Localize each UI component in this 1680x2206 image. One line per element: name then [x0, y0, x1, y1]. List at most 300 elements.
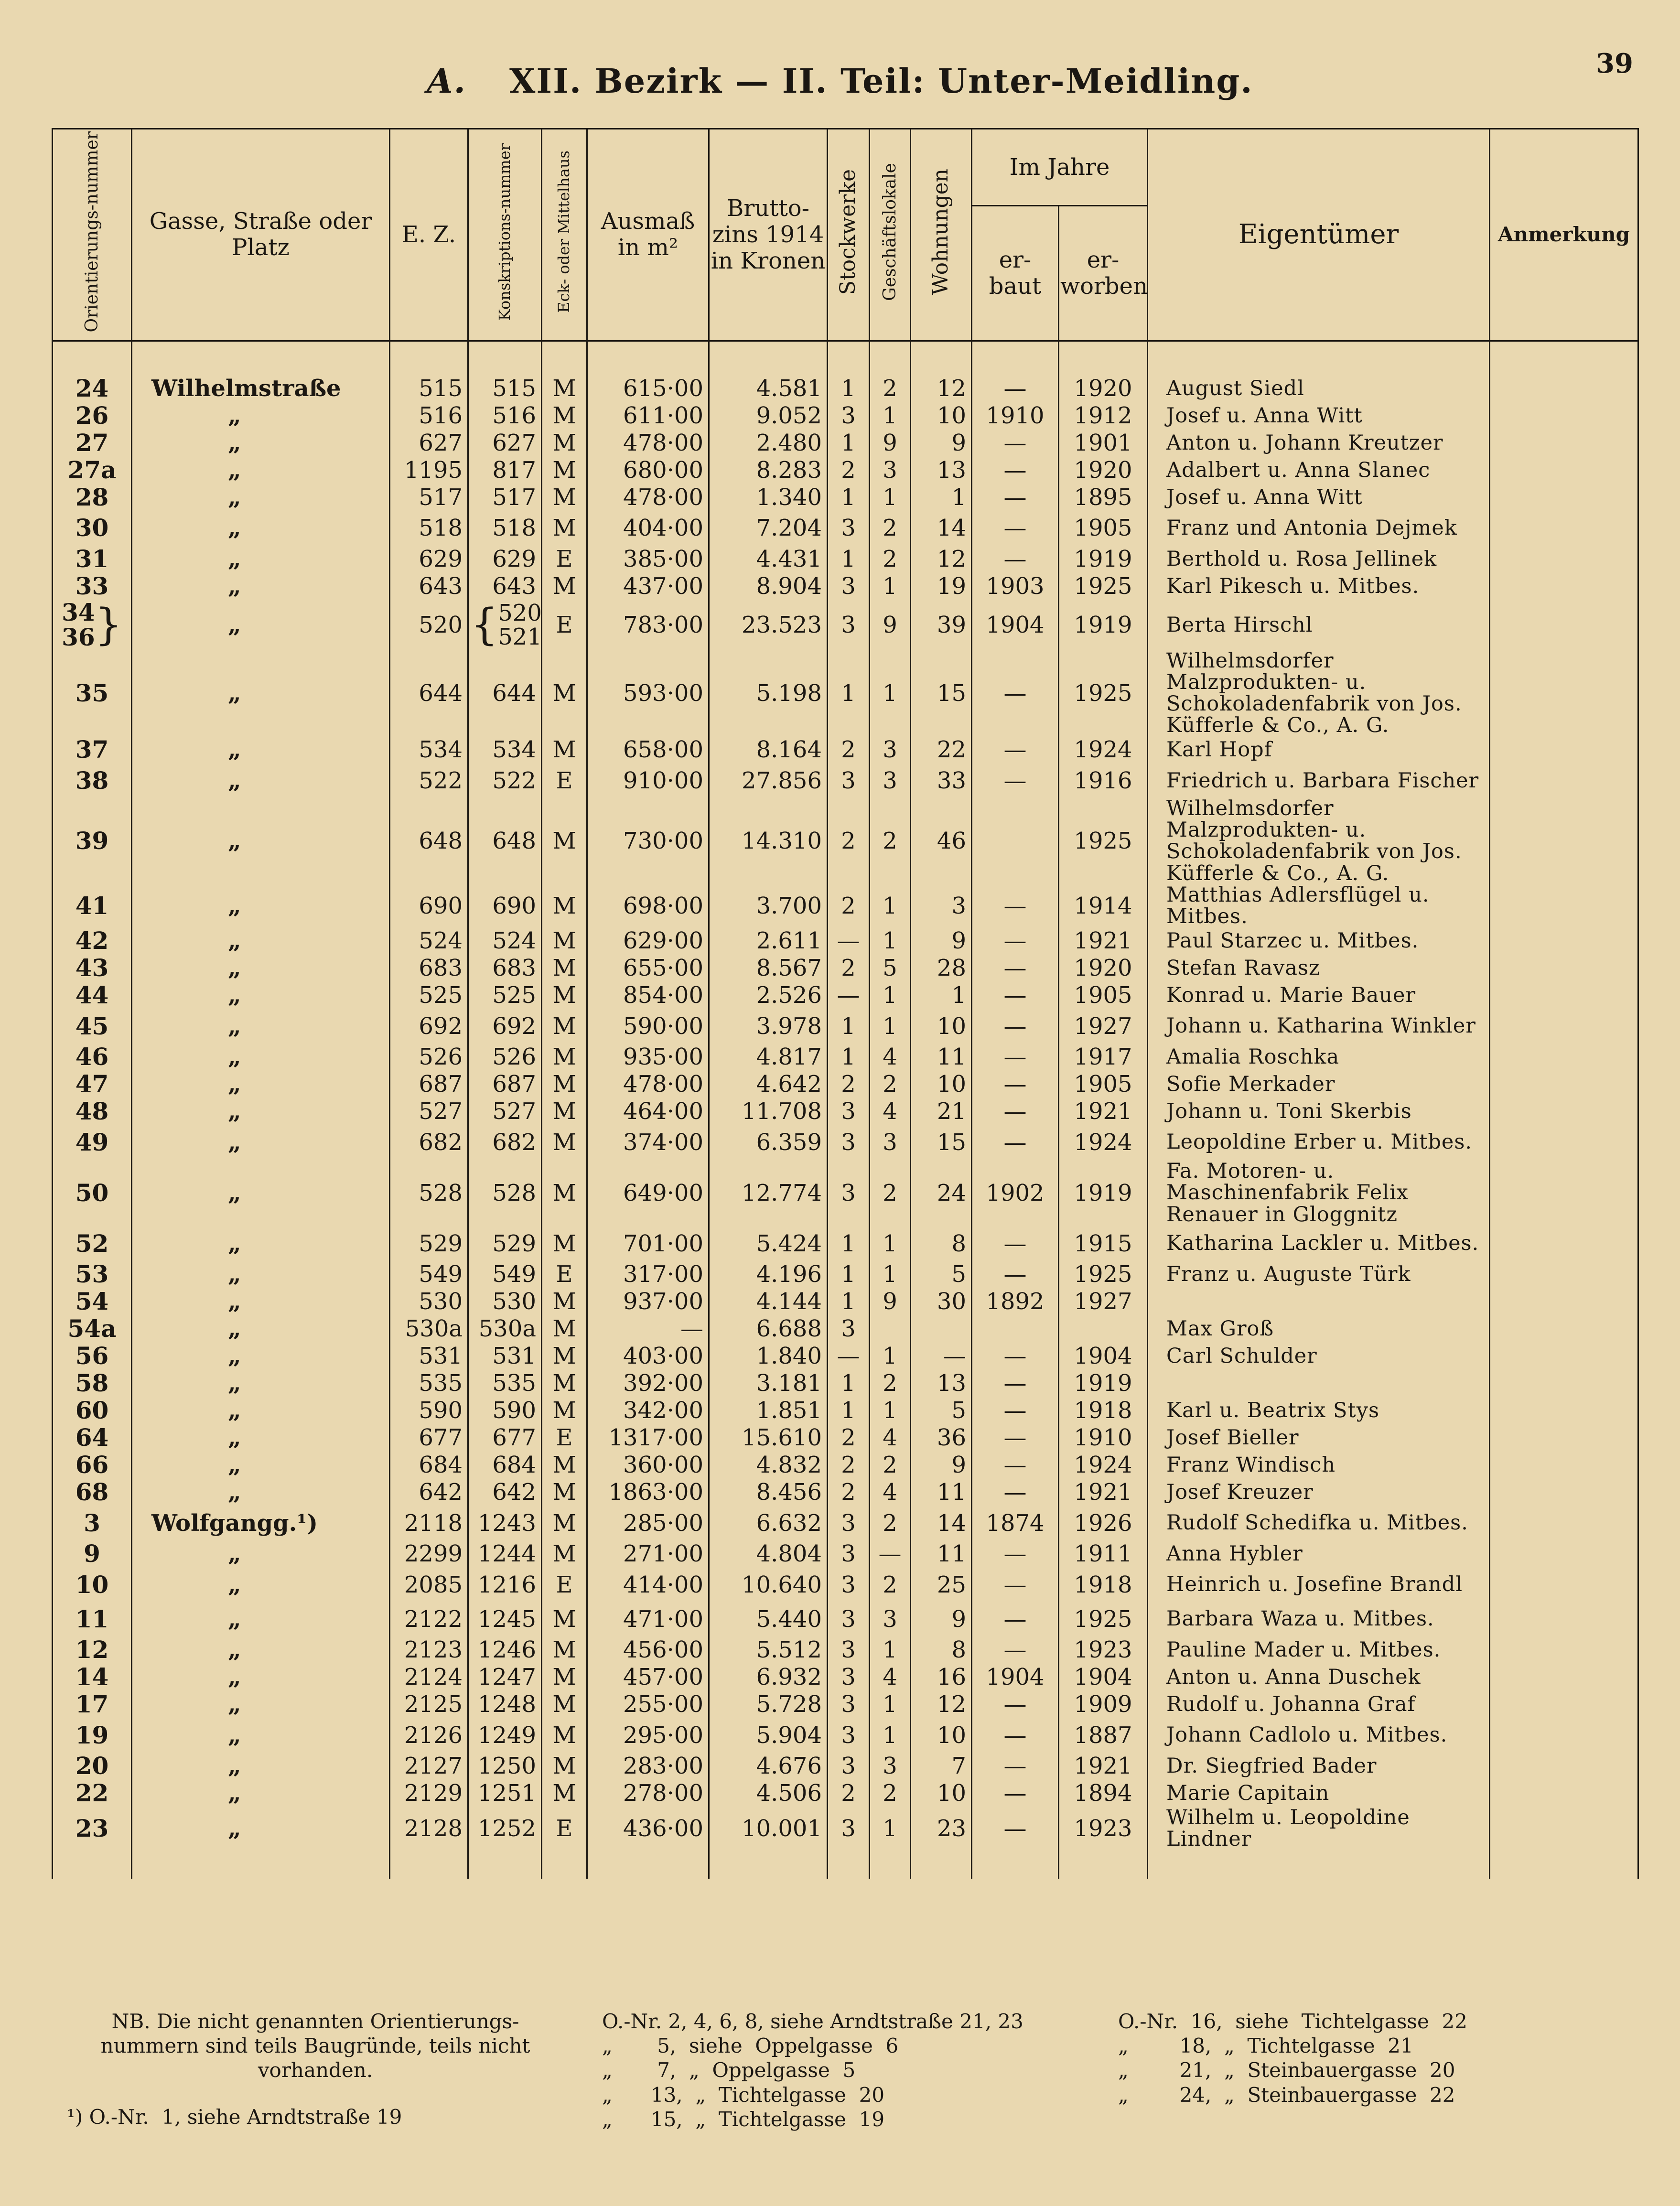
- eck-mittel: M: [542, 798, 587, 884]
- ez-number: 531: [390, 1343, 468, 1370]
- year-acquired: 1911: [1059, 1540, 1148, 1568]
- year-acquired: 1916: [1059, 764, 1148, 798]
- area-m2: 414·00: [587, 1568, 709, 1602]
- wohnungen: 3: [911, 884, 972, 927]
- bruttozins: 6.632: [709, 1506, 828, 1540]
- stockwerke: —: [828, 982, 870, 1009]
- orientation-number: 19: [53, 1718, 132, 1753]
- wohnungen: 21: [911, 1098, 972, 1125]
- wohnungen: 28: [911, 955, 972, 982]
- bruttozins: 27.856: [709, 764, 828, 798]
- street-name: „: [132, 1718, 390, 1753]
- konskription-number: 644: [468, 650, 542, 737]
- eck-mittel: M: [542, 1370, 587, 1397]
- table-row: [53, 1568, 1638, 1602]
- street-name: „: [132, 1370, 390, 1397]
- konskription-number: 518: [468, 511, 542, 546]
- year-acquired: 1924: [1059, 1452, 1148, 1479]
- owner: Rudolf Schedifka u. Mitbes.: [1148, 1506, 1490, 1540]
- remark: [1490, 1044, 1638, 1071]
- stockwerke: 2: [828, 1071, 870, 1098]
- orientation-number: 20: [53, 1753, 132, 1780]
- header-konskriptionsnummer: Konskriptions-nummer: [468, 129, 542, 341]
- eck-mittel: M: [542, 736, 587, 764]
- orientation-number: 42: [53, 927, 132, 955]
- stockwerke: 3: [828, 1506, 870, 1540]
- wohnungen: 46: [911, 798, 972, 884]
- remark: [1490, 511, 1638, 546]
- orientation-number: 56: [53, 1343, 132, 1370]
- area-m2: 283·00: [587, 1753, 709, 1780]
- eck-mittel: M: [542, 1343, 587, 1370]
- stockwerke: 1: [828, 484, 870, 511]
- eck-mittel: M: [542, 1691, 587, 1718]
- table-row: [53, 982, 1638, 1009]
- tail-cell: [390, 1850, 468, 1879]
- ez-number: 677: [390, 1424, 468, 1452]
- spacer-cell: [587, 341, 709, 375]
- bruttozins: 5.512: [709, 1636, 828, 1664]
- stockwerke: 3: [828, 1315, 870, 1343]
- geschaeftslokale: 1: [870, 573, 911, 600]
- owner: Dr. Siegfried Bader: [1148, 1753, 1490, 1780]
- owner: Max Groß: [1148, 1315, 1490, 1343]
- orientation-number: 10: [53, 1568, 132, 1602]
- area-m2: 730·00: [587, 798, 709, 884]
- year-acquired: 1927: [1059, 1009, 1148, 1044]
- wohnungen: 24: [911, 1160, 972, 1227]
- area-m2: 271·00: [587, 1540, 709, 1568]
- area-m2: 295·00: [587, 1718, 709, 1753]
- bruttozins: 1.340: [709, 484, 828, 511]
- wohnungen: 23: [911, 1807, 972, 1850]
- year-acquired: 1920: [1059, 375, 1148, 402]
- area-m2: 937·00: [587, 1288, 709, 1315]
- ez-number: 643: [390, 573, 468, 600]
- year-built: —: [972, 1071, 1059, 1098]
- ez-number: 684: [390, 1452, 468, 1479]
- remark: [1490, 600, 1638, 650]
- bruttozins: 4.431: [709, 546, 828, 573]
- stockwerke: 2: [828, 798, 870, 884]
- konskription-number: 528: [468, 1160, 542, 1227]
- spacer-cell: [828, 341, 870, 375]
- geschaeftslokale: 2: [870, 1071, 911, 1098]
- owner: Carl Schulder: [1148, 1343, 1490, 1370]
- stockwerke: 3: [828, 1160, 870, 1227]
- remark: [1490, 982, 1638, 1009]
- street-name: „: [132, 1343, 390, 1370]
- table-row: [53, 1227, 1638, 1261]
- stockwerke: 3: [828, 1540, 870, 1568]
- ez-number: 644: [390, 650, 468, 737]
- remark: [1490, 1753, 1638, 1780]
- year-built: —: [972, 1098, 1059, 1125]
- year-built: —: [972, 1753, 1059, 1780]
- bruttozins: 4.817: [709, 1044, 828, 1071]
- street-name: „: [132, 1664, 390, 1691]
- year-acquired: 1909: [1059, 1691, 1148, 1718]
- year-acquired: 1887: [1059, 1718, 1148, 1753]
- table-row: [53, 1125, 1638, 1160]
- owner: [1148, 1288, 1490, 1315]
- stockwerke: 1: [828, 375, 870, 402]
- stockwerke: 3: [828, 600, 870, 650]
- year-acquired: 1904: [1059, 1343, 1148, 1370]
- spacer-cell: [1148, 341, 1490, 375]
- year-acquired: 1914: [1059, 884, 1148, 927]
- konskription-number: 648: [468, 798, 542, 884]
- remark: [1490, 1009, 1638, 1044]
- konskription-number: 516: [468, 402, 542, 430]
- table-row: [53, 1397, 1638, 1424]
- year-built: 1904: [972, 600, 1059, 650]
- year-acquired: 1921: [1059, 1479, 1148, 1506]
- geschaeftslokale: 1: [870, 1227, 911, 1261]
- tail-cell: [132, 1850, 390, 1879]
- owner: Sofie Merkader: [1148, 1071, 1490, 1098]
- orientation-number: 22: [53, 1780, 132, 1807]
- konskription-number: 684: [468, 1452, 542, 1479]
- orientation-number: 39: [53, 798, 132, 884]
- year-acquired: 1923: [1059, 1807, 1148, 1850]
- stockwerke: 1: [828, 650, 870, 737]
- area-m2: 278·00: [587, 1780, 709, 1807]
- wohnungen: 8: [911, 1636, 972, 1664]
- year-acquired: 1925: [1059, 1261, 1148, 1288]
- wohnungen: 39: [911, 600, 972, 650]
- orientation-number: 50: [53, 1160, 132, 1227]
- owner: Barbara Waza u. Mitbes.: [1148, 1602, 1490, 1636]
- table-row: [53, 1370, 1638, 1397]
- spacer-cell: [1490, 341, 1638, 375]
- street-name: „: [132, 1227, 390, 1261]
- wohnungen: 5: [911, 1397, 972, 1424]
- year-built: —: [972, 927, 1059, 955]
- eck-mittel: E: [542, 1424, 587, 1452]
- tail-cell: [587, 1850, 709, 1879]
- year-acquired: 1904: [1059, 1664, 1148, 1691]
- remark: [1490, 1071, 1638, 1098]
- year-built: 1902: [972, 1160, 1059, 1227]
- fn1-line: ¹) O.-Nr. 1, siehe Arndtstraße 19: [67, 2105, 402, 2129]
- owner: Wilhelm u. Leopoldine Lindner: [1148, 1807, 1490, 1850]
- ez-number: 1195: [390, 457, 468, 484]
- year-built: —: [972, 1568, 1059, 1602]
- wohnungen: 15: [911, 1125, 972, 1160]
- konskription-number: 683: [468, 955, 542, 982]
- owner: Josef Bieller: [1148, 1424, 1490, 1452]
- konskription-number: 524: [468, 927, 542, 955]
- col2-line: „ 5, siehe Oppelgasse 6: [602, 2034, 899, 2058]
- table-row: [53, 1780, 1638, 1807]
- owner: Franz und Antonia Dejmek: [1148, 511, 1490, 546]
- table-row: [53, 798, 1638, 884]
- geschaeftslokale: 2: [870, 1370, 911, 1397]
- orientation-number: 60: [53, 1397, 132, 1424]
- eck-mittel: M: [542, 884, 587, 927]
- orientation-number: 49: [53, 1125, 132, 1160]
- table-row: [53, 1636, 1638, 1664]
- stockwerke: 3: [828, 1602, 870, 1636]
- eck-mittel: M: [542, 573, 587, 600]
- orientation-number: 31: [53, 546, 132, 573]
- spacer-cell: [709, 341, 828, 375]
- table-row: [53, 573, 1638, 600]
- street-name: „: [132, 457, 390, 484]
- konskription-number: 527: [468, 1098, 542, 1125]
- area-m2: 854·00: [587, 982, 709, 1009]
- wohnungen: 36: [911, 1424, 972, 1452]
- wohnungen: 5: [911, 1261, 972, 1288]
- orientation-number: 45: [53, 1009, 132, 1044]
- geschaeftslokale: 2: [870, 375, 911, 402]
- col2-line: „ 7, „ Oppelgasse 5: [602, 2058, 856, 2082]
- area-m2: 317·00: [587, 1261, 709, 1288]
- eck-mittel: M: [542, 1288, 587, 1315]
- remark: [1490, 1227, 1638, 1261]
- wohnungen: 10: [911, 1780, 972, 1807]
- table-row: [53, 546, 1638, 573]
- bruttozins: 2.611: [709, 927, 828, 955]
- area-m2: 478·00: [587, 1071, 709, 1098]
- owner: Rudolf u. Johanna Graf: [1148, 1691, 1490, 1718]
- year-built: —: [972, 1261, 1059, 1288]
- ez-number: 648: [390, 798, 468, 884]
- bruttozins: 3.978: [709, 1009, 828, 1044]
- table-row: [53, 1691, 1638, 1718]
- ez-number: 2299: [390, 1540, 468, 1568]
- section-letter: A.: [427, 61, 467, 101]
- year-built: —: [972, 1540, 1059, 1568]
- geschaeftslokale: 4: [870, 1664, 911, 1691]
- table-row: [53, 1424, 1638, 1452]
- ez-number: 2128: [390, 1807, 468, 1850]
- ez-number: 528: [390, 1160, 468, 1227]
- bruttozins: 3.700: [709, 884, 828, 927]
- year-acquired: 1920: [1059, 955, 1148, 982]
- konskription-number: 1247: [468, 1664, 542, 1691]
- konskription-number: 1246: [468, 1636, 542, 1664]
- street-name: Wolfgangg.¹): [132, 1506, 390, 1540]
- geschaeftslokale: 3: [870, 457, 911, 484]
- eck-mittel: M: [542, 1602, 587, 1636]
- bruttozins: 5.424: [709, 1227, 828, 1261]
- eck-mittel: M: [542, 1452, 587, 1479]
- remark: [1490, 1098, 1638, 1125]
- street-name: „: [132, 1479, 390, 1506]
- year-built: 1904: [972, 1664, 1059, 1691]
- wohnungen: 14: [911, 511, 972, 546]
- bruttozins: 10.640: [709, 1568, 828, 1602]
- konskription-number: 517: [468, 484, 542, 511]
- year-built: —: [972, 1125, 1059, 1160]
- header-stockwerke: Stockwerke: [828, 129, 870, 341]
- year-acquired: 1917: [1059, 1044, 1148, 1071]
- street-name: „: [132, 955, 390, 982]
- year-built: —: [972, 1452, 1059, 1479]
- bruttozins: 8.904: [709, 573, 828, 600]
- area-m2: 403·00: [587, 1343, 709, 1370]
- orientation-number: 46: [53, 1044, 132, 1071]
- orientation-number: 48: [53, 1098, 132, 1125]
- owner: Berta Hirschl: [1148, 600, 1490, 650]
- street-name: „: [132, 650, 390, 737]
- tail-cell: [709, 1850, 828, 1879]
- geschaeftslokale: 1: [870, 982, 911, 1009]
- remark: [1490, 927, 1638, 955]
- bruttozins: 6.932: [709, 1664, 828, 1691]
- year-built: —: [972, 1343, 1059, 1370]
- eck-mittel: M: [542, 1160, 587, 1227]
- footnote-tichtelgasse: [1118, 2009, 1467, 2107]
- stockwerke: 3: [828, 511, 870, 546]
- owner: Amalia Roschka: [1148, 1044, 1490, 1071]
- tail-cell: [53, 1850, 132, 1879]
- bruttozins: 6.359: [709, 1125, 828, 1160]
- ez-number: 2123: [390, 1636, 468, 1664]
- col2-line: „ 15, „ Tichtelgasse 19: [602, 2107, 885, 2131]
- year-built: [972, 1315, 1059, 1343]
- street-name: „: [132, 1780, 390, 1807]
- owner: Karl u. Beatrix Stys: [1148, 1397, 1490, 1424]
- geschaeftslokale: 1: [870, 1807, 911, 1850]
- remark: [1490, 1424, 1638, 1452]
- bruttozins: 23.523: [709, 600, 828, 650]
- stockwerke: 1: [828, 1397, 870, 1424]
- eck-mittel: M: [542, 1664, 587, 1691]
- street-name: „: [132, 1315, 390, 1343]
- table-row: [53, 600, 1638, 650]
- header-geschaeftslokale: Geschäftslokale: [870, 129, 911, 341]
- owner: Anna Hybler: [1148, 1540, 1490, 1568]
- wohnungen: 30: [911, 1288, 972, 1315]
- wohnungen: 15: [911, 650, 972, 737]
- bruttozins: 4.676: [709, 1753, 828, 1780]
- table-row: [53, 736, 1638, 764]
- area-m2: 655·00: [587, 955, 709, 982]
- stockwerke: —: [828, 927, 870, 955]
- ez-number: 627: [390, 430, 468, 457]
- stockwerke: 1: [828, 1288, 870, 1315]
- eck-mittel: M: [542, 650, 587, 737]
- konskription-number: 534: [468, 736, 542, 764]
- wohnungen: 10: [911, 1718, 972, 1753]
- remark: [1490, 457, 1638, 484]
- area-m2: 910·00: [587, 764, 709, 798]
- wohnungen: 25: [911, 1568, 972, 1602]
- ez-number: 2127: [390, 1753, 468, 1780]
- year-acquired: 1905: [1059, 982, 1148, 1009]
- area-m2: 1863·00: [587, 1479, 709, 1506]
- wohnungen: 9: [911, 430, 972, 457]
- street-name: „: [132, 1071, 390, 1098]
- stockwerke: 3: [828, 1691, 870, 1718]
- street-name: „: [132, 1691, 390, 1718]
- orientation-number: 27: [53, 430, 132, 457]
- bruttozins: 4.581: [709, 375, 828, 402]
- street-name: „: [132, 736, 390, 764]
- year-acquired: 1925: [1059, 1602, 1148, 1636]
- ez-number: 2126: [390, 1718, 468, 1753]
- remark: [1490, 1568, 1638, 1602]
- wohnungen: 12: [911, 546, 972, 573]
- area-m2: 471·00: [587, 1602, 709, 1636]
- eck-mittel: M: [542, 1506, 587, 1540]
- ez-number: 2118: [390, 1506, 468, 1540]
- wohnungen: 12: [911, 1691, 972, 1718]
- geschaeftslokale: 4: [870, 1479, 911, 1506]
- wohnungen: 9: [911, 1602, 972, 1636]
- area-m2: 615·00: [587, 375, 709, 402]
- year-acquired: 1918: [1059, 1568, 1148, 1602]
- geschaeftslokale: 3: [870, 736, 911, 764]
- year-built: —: [972, 1009, 1059, 1044]
- ez-number: 517: [390, 484, 468, 511]
- owner: [1148, 1370, 1490, 1397]
- geschaeftslokale: 1: [870, 1636, 911, 1664]
- eck-mittel: M: [542, 927, 587, 955]
- year-acquired: 1915: [1059, 1227, 1148, 1261]
- table-row: [53, 1718, 1638, 1753]
- owner: Marie Capitain: [1148, 1780, 1490, 1807]
- konskription-number: 530a: [468, 1315, 542, 1343]
- eck-mittel: M: [542, 1009, 587, 1044]
- stockwerke: 3: [828, 573, 870, 600]
- konskription-number: 529: [468, 1227, 542, 1261]
- orientation-number: 68: [53, 1479, 132, 1506]
- remark: [1490, 1691, 1638, 1718]
- table-row: [53, 1261, 1638, 1288]
- owner: Pauline Mader u. Mitbes.: [1148, 1636, 1490, 1664]
- stockwerke: 1: [828, 1370, 870, 1397]
- year-acquired: 1927: [1059, 1288, 1148, 1315]
- geschaeftslokale: 1: [870, 650, 911, 737]
- bruttozins: 15.610: [709, 1424, 828, 1452]
- orientation-number: 66: [53, 1452, 132, 1479]
- year-built: —: [972, 1397, 1059, 1424]
- remark: [1490, 1160, 1638, 1227]
- street-name: „: [132, 600, 390, 650]
- bruttozins: 3.181: [709, 1370, 828, 1397]
- col2-line: „ 13, „ Tichtelgasse 20: [602, 2083, 885, 2107]
- remark: [1490, 650, 1638, 737]
- owner: August Siedl: [1148, 375, 1490, 402]
- ez-number: 525: [390, 982, 468, 1009]
- table-row: [53, 1452, 1638, 1479]
- street-name: „: [132, 1009, 390, 1044]
- eck-mittel: M: [542, 1098, 587, 1125]
- orientation-number: 34 36}: [53, 600, 132, 650]
- bruttozins: 12.774: [709, 1160, 828, 1227]
- table-row: [53, 1044, 1638, 1071]
- bruttozins: 7.204: [709, 511, 828, 546]
- geschaeftslokale: 3: [870, 1753, 911, 1780]
- konskription-number: 590: [468, 1397, 542, 1424]
- stockwerke: 2: [828, 736, 870, 764]
- table-row: [53, 375, 1638, 402]
- table-row: [53, 1160, 1638, 1227]
- wohnungen: 10: [911, 402, 972, 430]
- col3-line: „ 24, „ Steinbauergasse 22: [1118, 2083, 1455, 2107]
- area-m2: 464·00: [587, 1098, 709, 1125]
- konskription-number: 643: [468, 573, 542, 600]
- year-acquired: 1921: [1059, 1753, 1148, 1780]
- konskription-number: 549: [468, 1261, 542, 1288]
- wohnungen: 11: [911, 1044, 972, 1071]
- remark: [1490, 1343, 1638, 1370]
- kn-a: 520: [498, 599, 542, 626]
